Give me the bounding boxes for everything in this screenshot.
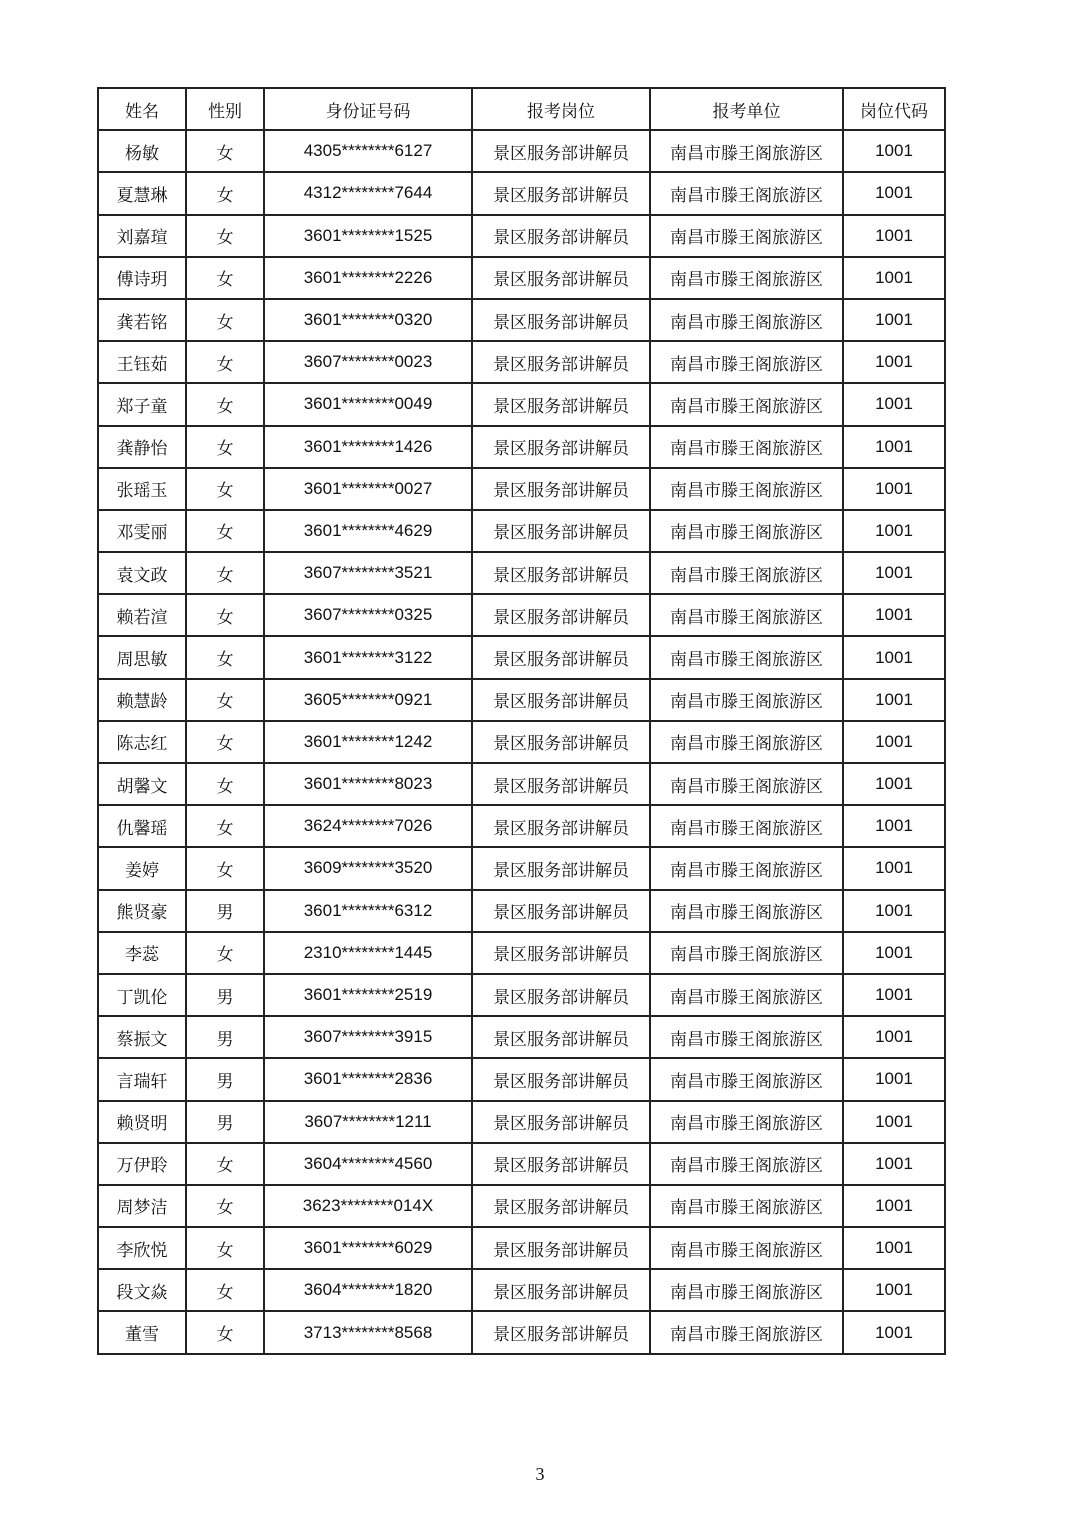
cell-position: 景区服务部讲解员 bbox=[472, 510, 650, 552]
cell-id-number: 3601********3122 bbox=[264, 636, 472, 678]
cell-position-code: 1001 bbox=[843, 1269, 945, 1311]
cell-position-code: 1001 bbox=[843, 847, 945, 889]
cell-gender: 女 bbox=[186, 383, 264, 425]
cell-unit: 南昌市滕王阁旅游区 bbox=[650, 679, 843, 721]
cell-position-code: 1001 bbox=[843, 257, 945, 299]
cell-id-number: 3601********4629 bbox=[264, 510, 472, 552]
cell-unit: 南昌市滕王阁旅游区 bbox=[650, 1016, 843, 1058]
cell-position: 景区服务部讲解员 bbox=[472, 1227, 650, 1269]
header-position: 报考岗位 bbox=[472, 88, 650, 130]
cell-name: 赖贤明 bbox=[98, 1101, 186, 1143]
table-row bbox=[98, 257, 945, 299]
cell-position-code: 1001 bbox=[843, 1143, 945, 1185]
table-row bbox=[98, 299, 945, 341]
cell-id-number: 3601********0049 bbox=[264, 383, 472, 425]
header-position-code: 岗位代码 bbox=[843, 88, 945, 130]
cell-position: 景区服务部讲解员 bbox=[472, 1311, 650, 1353]
cell-position-code: 1001 bbox=[843, 426, 945, 468]
cell-gender: 女 bbox=[186, 594, 264, 636]
cell-position: 景区服务部讲解员 bbox=[472, 1269, 650, 1311]
table-row bbox=[98, 130, 945, 172]
cell-id-number: 3601********2519 bbox=[264, 974, 472, 1016]
table-row bbox=[98, 1101, 945, 1143]
page-number: 3 bbox=[535, 1464, 545, 1484]
cell-position-code: 1001 bbox=[843, 383, 945, 425]
table-row bbox=[98, 215, 945, 257]
cell-unit: 南昌市滕王阁旅游区 bbox=[650, 299, 843, 341]
cell-unit: 南昌市滕王阁旅游区 bbox=[650, 552, 843, 594]
cell-name: 邓雯丽 bbox=[98, 510, 186, 552]
table-row bbox=[98, 426, 945, 468]
cell-position-code: 1001 bbox=[843, 172, 945, 214]
cell-gender: 男 bbox=[186, 1101, 264, 1143]
cell-position-code: 1001 bbox=[843, 763, 945, 805]
cell-id-number: 3601********0027 bbox=[264, 468, 472, 510]
cell-position: 景区服务部讲解员 bbox=[472, 890, 650, 932]
cell-position: 景区服务部讲解员 bbox=[472, 468, 650, 510]
cell-position: 景区服务部讲解员 bbox=[472, 594, 650, 636]
table-row bbox=[98, 510, 945, 552]
cell-position: 景区服务部讲解员 bbox=[472, 1185, 650, 1227]
cell-name: 杨敏 bbox=[98, 130, 186, 172]
cell-unit: 南昌市滕王阁旅游区 bbox=[650, 1185, 843, 1227]
cell-position: 景区服务部讲解员 bbox=[472, 636, 650, 678]
cell-id-number: 3604********4560 bbox=[264, 1143, 472, 1185]
cell-name: 仇馨瑶 bbox=[98, 805, 186, 847]
cell-name: 龚静怡 bbox=[98, 426, 186, 468]
cell-unit: 南昌市滕王阁旅游区 bbox=[650, 594, 843, 636]
cell-id-number: 4305********6127 bbox=[264, 130, 472, 172]
cell-id-number: 3601********2226 bbox=[264, 257, 472, 299]
cell-gender: 女 bbox=[186, 215, 264, 257]
cell-gender: 男 bbox=[186, 974, 264, 1016]
cell-position: 景区服务部讲解员 bbox=[472, 215, 650, 257]
cell-id-number: 3601********8023 bbox=[264, 763, 472, 805]
cell-id-number: 3607********3915 bbox=[264, 1016, 472, 1058]
cell-position: 景区服务部讲解员 bbox=[472, 1016, 650, 1058]
cell-position: 景区服务部讲解员 bbox=[472, 130, 650, 172]
cell-name: 郑子童 bbox=[98, 383, 186, 425]
cell-unit: 南昌市滕王阁旅游区 bbox=[650, 721, 843, 763]
cell-position-code: 1001 bbox=[843, 679, 945, 721]
table-row bbox=[98, 1016, 945, 1058]
cell-position: 景区服务部讲解员 bbox=[472, 1101, 650, 1143]
cell-name: 丁凯伦 bbox=[98, 974, 186, 1016]
table-row bbox=[98, 1143, 945, 1185]
cell-position: 景区服务部讲解员 bbox=[472, 847, 650, 889]
cell-unit: 南昌市滕王阁旅游区 bbox=[650, 1269, 843, 1311]
table-row bbox=[98, 341, 945, 383]
table-row bbox=[98, 679, 945, 721]
cell-unit: 南昌市滕王阁旅游区 bbox=[650, 383, 843, 425]
table-row bbox=[98, 1311, 945, 1353]
cell-position-code: 1001 bbox=[843, 721, 945, 763]
cell-position-code: 1001 bbox=[843, 468, 945, 510]
table-row bbox=[98, 805, 945, 847]
cell-position: 景区服务部讲解员 bbox=[472, 552, 650, 594]
cell-id-number: 3607********3521 bbox=[264, 552, 472, 594]
cell-position-code: 1001 bbox=[843, 299, 945, 341]
cell-unit: 南昌市滕王阁旅游区 bbox=[650, 847, 843, 889]
cell-gender: 男 bbox=[186, 890, 264, 932]
cell-gender: 女 bbox=[186, 510, 264, 552]
cell-gender: 女 bbox=[186, 847, 264, 889]
table-row bbox=[98, 468, 945, 510]
cell-id-number: 3601********1525 bbox=[264, 215, 472, 257]
cell-position-code: 1001 bbox=[843, 1185, 945, 1227]
cell-gender: 女 bbox=[186, 1227, 264, 1269]
cell-name: 熊贤豪 bbox=[98, 890, 186, 932]
cell-name: 王钰茹 bbox=[98, 341, 186, 383]
header-name: 姓名 bbox=[98, 88, 186, 130]
cell-gender: 女 bbox=[186, 552, 264, 594]
cell-gender: 女 bbox=[186, 636, 264, 678]
cell-id-number: 3601********1426 bbox=[264, 426, 472, 468]
table-row bbox=[98, 1269, 945, 1311]
cell-position: 景区服务部讲解员 bbox=[472, 341, 650, 383]
table-row bbox=[98, 594, 945, 636]
header-unit: 报考单位 bbox=[650, 88, 843, 130]
cell-name: 董雪 bbox=[98, 1311, 186, 1353]
cell-name: 李蕊 bbox=[98, 932, 186, 974]
cell-position-code: 1001 bbox=[843, 1016, 945, 1058]
cell-gender: 女 bbox=[186, 679, 264, 721]
cell-unit: 南昌市滕王阁旅游区 bbox=[650, 468, 843, 510]
cell-unit: 南昌市滕王阁旅游区 bbox=[650, 1227, 843, 1269]
cell-position-code: 1001 bbox=[843, 215, 945, 257]
cell-name: 言瑞轩 bbox=[98, 1058, 186, 1100]
table-row bbox=[98, 847, 945, 889]
cell-position-code: 1001 bbox=[843, 636, 945, 678]
cell-gender: 女 bbox=[186, 257, 264, 299]
cell-name: 周梦洁 bbox=[98, 1185, 186, 1227]
cell-unit: 南昌市滕王阁旅游区 bbox=[650, 974, 843, 1016]
cell-name: 张瑶玉 bbox=[98, 468, 186, 510]
cell-position-code: 1001 bbox=[843, 1227, 945, 1269]
cell-unit: 南昌市滕王阁旅游区 bbox=[650, 890, 843, 932]
cell-name: 赖若渲 bbox=[98, 594, 186, 636]
table-row bbox=[98, 1058, 945, 1100]
cell-position: 景区服务部讲解员 bbox=[472, 1058, 650, 1100]
cell-unit: 南昌市滕王阁旅游区 bbox=[650, 510, 843, 552]
cell-position-code: 1001 bbox=[843, 552, 945, 594]
cell-position-code: 1001 bbox=[843, 974, 945, 1016]
cell-position: 景区服务部讲解员 bbox=[472, 763, 650, 805]
cell-unit: 南昌市滕王阁旅游区 bbox=[650, 763, 843, 805]
cell-id-number: 3601********1242 bbox=[264, 721, 472, 763]
cell-name: 龚若铭 bbox=[98, 299, 186, 341]
cell-name: 夏慧琳 bbox=[98, 172, 186, 214]
table-row bbox=[98, 383, 945, 425]
cell-id-number: 2310********1445 bbox=[264, 932, 472, 974]
cell-id-number: 3601********6029 bbox=[264, 1227, 472, 1269]
cell-gender: 女 bbox=[186, 1185, 264, 1227]
cell-position-code: 1001 bbox=[843, 890, 945, 932]
cell-position: 景区服务部讲解员 bbox=[472, 257, 650, 299]
table-row bbox=[98, 552, 945, 594]
cell-id-number: 3607********1211 bbox=[264, 1101, 472, 1143]
cell-gender: 女 bbox=[186, 468, 264, 510]
cell-name: 万伊聆 bbox=[98, 1143, 186, 1185]
cell-name: 段文焱 bbox=[98, 1269, 186, 1311]
cell-id-number: 3601********0320 bbox=[264, 299, 472, 341]
cell-position-code: 1001 bbox=[843, 805, 945, 847]
cell-unit: 南昌市滕王阁旅游区 bbox=[650, 1058, 843, 1100]
cell-id-number: 3604********1820 bbox=[264, 1269, 472, 1311]
cell-name: 周思敏 bbox=[98, 636, 186, 678]
cell-gender: 女 bbox=[186, 932, 264, 974]
cell-id-number: 3607********0023 bbox=[264, 341, 472, 383]
cell-unit: 南昌市滕王阁旅游区 bbox=[650, 341, 843, 383]
cell-unit: 南昌市滕王阁旅游区 bbox=[650, 1311, 843, 1353]
cell-position: 景区服务部讲解员 bbox=[472, 383, 650, 425]
cell-gender: 女 bbox=[186, 1143, 264, 1185]
table-row bbox=[98, 636, 945, 678]
table-row bbox=[98, 890, 945, 932]
cell-id-number: 3609********3520 bbox=[264, 847, 472, 889]
cell-id-number: 3713********8568 bbox=[264, 1311, 472, 1353]
cell-gender: 女 bbox=[186, 721, 264, 763]
cell-unit: 南昌市滕王阁旅游区 bbox=[650, 932, 843, 974]
cell-name: 姜婷 bbox=[98, 847, 186, 889]
cell-position-code: 1001 bbox=[843, 341, 945, 383]
cell-id-number: 3623********014X bbox=[264, 1185, 472, 1227]
cell-name: 李欣悦 bbox=[98, 1227, 186, 1269]
cell-unit: 南昌市滕王阁旅游区 bbox=[650, 1143, 843, 1185]
cell-gender: 女 bbox=[186, 130, 264, 172]
cell-position: 景区服务部讲解员 bbox=[472, 679, 650, 721]
table-row bbox=[98, 172, 945, 214]
cell-position-code: 1001 bbox=[843, 1311, 945, 1353]
cell-name: 陈志红 bbox=[98, 721, 186, 763]
cell-gender: 男 bbox=[186, 1058, 264, 1100]
cell-id-number: 3601********2836 bbox=[264, 1058, 472, 1100]
cell-position: 景区服务部讲解员 bbox=[472, 1143, 650, 1185]
cell-id-number: 3601********6312 bbox=[264, 890, 472, 932]
cell-unit: 南昌市滕王阁旅游区 bbox=[650, 1101, 843, 1143]
cell-gender: 女 bbox=[186, 426, 264, 468]
table-row bbox=[98, 763, 945, 805]
table-header-row bbox=[98, 88, 945, 130]
cell-position: 景区服务部讲解员 bbox=[472, 932, 650, 974]
cell-position-code: 1001 bbox=[843, 130, 945, 172]
header-id-number: 身份证号码 bbox=[264, 88, 472, 130]
cell-gender: 女 bbox=[186, 763, 264, 805]
table-row bbox=[98, 1227, 945, 1269]
cell-position: 景区服务部讲解员 bbox=[472, 721, 650, 763]
table-row bbox=[98, 974, 945, 1016]
cell-gender: 女 bbox=[186, 299, 264, 341]
cell-gender: 女 bbox=[186, 1311, 264, 1353]
cell-gender: 男 bbox=[186, 1016, 264, 1058]
cell-gender: 女 bbox=[186, 805, 264, 847]
cell-position-code: 1001 bbox=[843, 1101, 945, 1143]
cell-position-code: 1001 bbox=[843, 932, 945, 974]
cell-unit: 南昌市滕王阁旅游区 bbox=[650, 805, 843, 847]
cell-gender: 女 bbox=[186, 341, 264, 383]
cell-unit: 南昌市滕王阁旅游区 bbox=[650, 257, 843, 299]
cell-position: 景区服务部讲解员 bbox=[472, 805, 650, 847]
cell-position-code: 1001 bbox=[843, 510, 945, 552]
cell-unit: 南昌市滕王阁旅游区 bbox=[650, 215, 843, 257]
table-row bbox=[98, 721, 945, 763]
cell-position: 景区服务部讲解员 bbox=[472, 172, 650, 214]
candidate-table bbox=[97, 87, 946, 1355]
cell-position: 景区服务部讲解员 bbox=[472, 974, 650, 1016]
table-row bbox=[98, 1185, 945, 1227]
cell-position-code: 1001 bbox=[843, 594, 945, 636]
cell-name: 蔡振文 bbox=[98, 1016, 186, 1058]
cell-id-number: 3607********0325 bbox=[264, 594, 472, 636]
cell-position: 景区服务部讲解员 bbox=[472, 426, 650, 468]
cell-unit: 南昌市滕王阁旅游区 bbox=[650, 130, 843, 172]
cell-unit: 南昌市滕王阁旅游区 bbox=[650, 172, 843, 214]
cell-name: 袁文政 bbox=[98, 552, 186, 594]
cell-unit: 南昌市滕王阁旅游区 bbox=[650, 426, 843, 468]
cell-name: 胡馨文 bbox=[98, 763, 186, 805]
header-gender: 性别 bbox=[186, 88, 264, 130]
cell-id-number: 3624********7026 bbox=[264, 805, 472, 847]
cell-id-number: 3605********0921 bbox=[264, 679, 472, 721]
cell-id-number: 4312********7644 bbox=[264, 172, 472, 214]
cell-unit: 南昌市滕王阁旅游区 bbox=[650, 636, 843, 678]
cell-name: 刘嘉瑄 bbox=[98, 215, 186, 257]
cell-gender: 女 bbox=[186, 1269, 264, 1311]
cell-gender: 女 bbox=[186, 172, 264, 214]
cell-name: 赖慧龄 bbox=[98, 679, 186, 721]
cell-name: 傅诗玥 bbox=[98, 257, 186, 299]
cell-position-code: 1001 bbox=[843, 1058, 945, 1100]
cell-position: 景区服务部讲解员 bbox=[472, 299, 650, 341]
table-row bbox=[98, 932, 945, 974]
